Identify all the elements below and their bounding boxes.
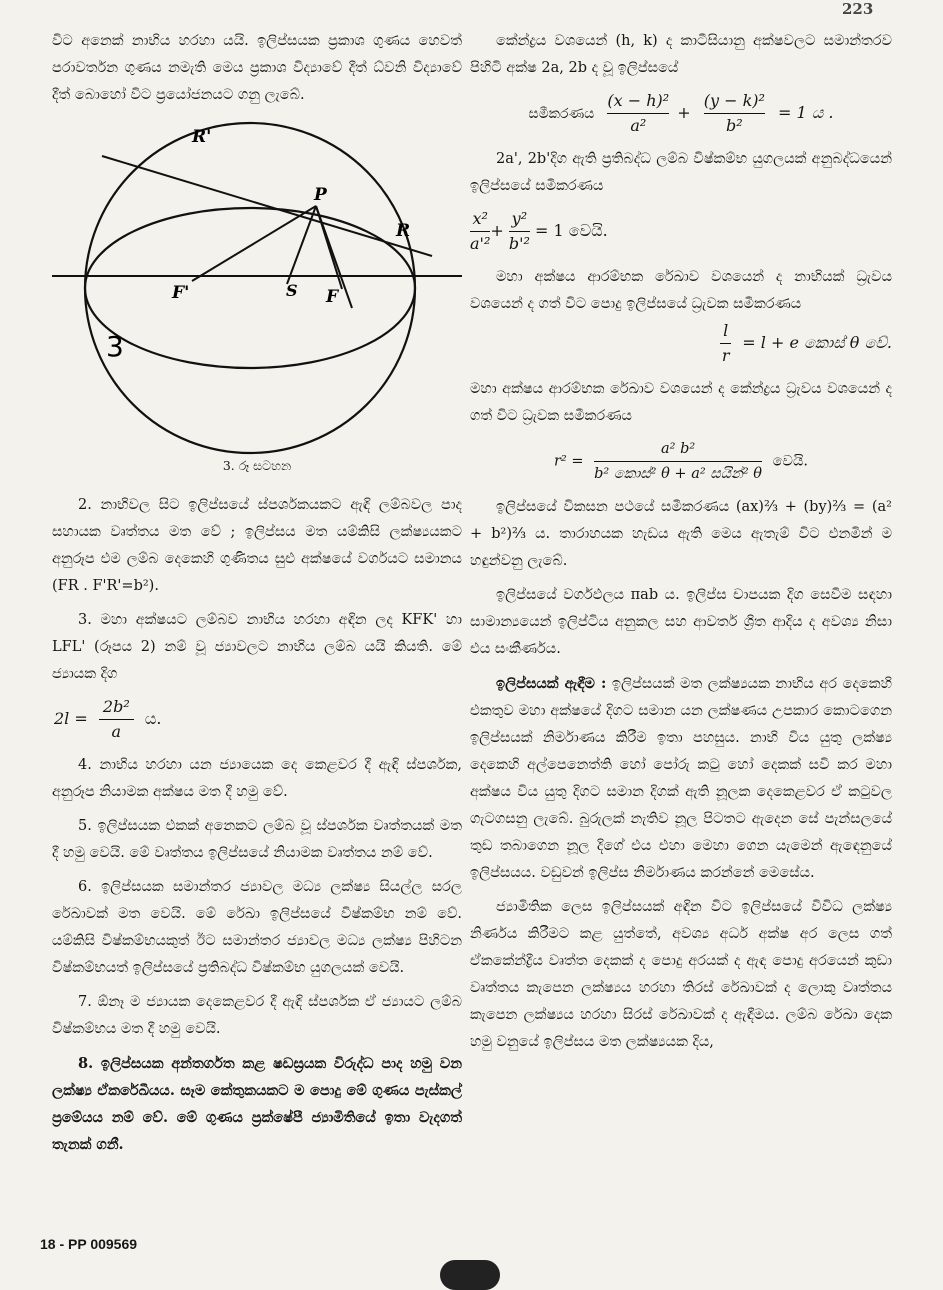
label-r-prime: R' — [192, 127, 212, 147]
equation-ellipse-center: සමීකරණය $\frac{\text{(x − h)²}}{\text{a²}}$ + $\frac{\text{(y − k)²}}{\text{b²}}$ = 1 ය . — [470, 89, 892, 138]
tangent-line — [102, 156, 432, 256]
scan-artifact — [440, 1260, 500, 1290]
paragraph-body: ඉලිප්සයක් මත ලක්ෂ්‍යයක නාභිය අර දෙකෙහි එකතුව මහා අක්ෂයේ දිගට සමාන යන ලක්ෂණය උපකාර කොටගෙන ඉලිප්සයක් නිර්මාණය කිරීම ඉතා පහසුය. නාභි විය යුතු ලක්ෂ්‍ය දෙකෙහි අල්පෙනෙත්ති හෝ පෝරු කටු හෝ දෙකක් සවි කර මහා අක්ෂය විය යුතු දිගට සමාන දිගක් ඇති නූලක දෙකෙළවර ඒ කටුවල ගැටගසනු ලැබේ. බුරුලක් නැතිව නූල පිටතට ඇදෙන සේ පැන්සලයේ තුඩ තබාගෙන නූල දිගේ එය එහා මෙහා ගෙන යැමෙන් ඇඳෙනුයේ ඉලිප්සයය. වඩුවන් ඉලිප්ස නිර්මාණය කරන්නේ මෙසේය. — [470, 676, 892, 881]
eq-denominator: r — [721, 346, 730, 365]
eq-rhs: = 1 වෙයි. — [535, 221, 608, 240]
paragraph: ඉලිප්සයේ විකසන පථයේ සමීකරණය (ax)⅔ + (by)⅔ = (a² + b²)⅔ ය. තාරාහයක හැඩය ඇති මෙය ඇතැම් විට එනමින් ම හඳුන්වනු ලැබේ. — [470, 499, 892, 569]
item-5: 5. ඉලිප්සයක එකක් අනෙකට ලම්බ වූ ස්පර්ශක වෘත්තයක් මත දී හමු වෙයි. මේ වෘත්තය ඉලිප්සයේ නියාමක වෘත්තය නම් වේ. — [52, 818, 462, 861]
label-figure-number: 3 — [106, 330, 124, 363]
ellipse-curve — [85, 208, 415, 368]
label-f-prime: F' — [172, 283, 190, 303]
eq-rhs: = l + e කොස් θ වේ. — [742, 333, 892, 352]
eq-label: සමීකරණය — [528, 106, 595, 122]
equation-polar-focus — [470, 319, 892, 368]
item3-equation — [54, 695, 462, 744]
eq-numerator: l — [720, 319, 731, 344]
eq-denominator: a — [111, 722, 122, 741]
label-r: R — [396, 221, 411, 241]
equation-conjugate: $\frac{\text{x²}}{\text{a'²}}$ + $\frac{\text{y²}}{\text{b'²}}$ = 1 වෙයි. — [470, 207, 892, 256]
eq-lhs: r² = — [554, 453, 584, 470]
right-column — [470, 28, 892, 1063]
eq-numerator: (x − h)² — [607, 89, 669, 114]
eq-denominator: b² කොස්² θ + a² සයින්² θ — [594, 466, 763, 482]
item-3: 3. මහා අක්ෂයට ලම්බව නාභිය හරහා අඳින ලද KFK' හා LFL' (රූපය 2) නම් වූ ජ්‍යාවලට නාභිය ලම්බ යයි කියති. මේ ජ්‍යායක දිග — [52, 612, 462, 682]
eq-denominator: a² — [630, 116, 647, 135]
eq-tail: ය. — [144, 709, 162, 728]
equation-polar-center — [470, 437, 892, 486]
page-footer: 18 - PP 009569 — [40, 1236, 138, 1252]
paragraph: ජ්‍යාමිතික ලෙස ඉලිප්සයක් අඳින විට ඉලිප්සයේ විවිධ ලක්ෂ්‍ය නිර්ණය කිරීමට කළ යුත්තේ, අවශ්‍ය අර්ධ අක්ෂ අර ලෙස ගත් ඒකකේන්ද්‍රීය වෘත්ත දෙකක් ද පොදු අරයක් ද ඇඳ පොදු අරයෙන් කුඩා වෘත්තය කැපෙන ලක්ෂ්‍යය හරහා තිරස් රේඛාවක් ද ලොකු වෘත්තය කැපෙන ලක්ෂ්‍යය හරහා සිරස් රේඛාවක් ද ඇඳීමය. ලම්බ රේඛා දෙක හමු වනුයේ ඉලිප්සය මත ලක්ෂ්‍යයක දිය, — [470, 899, 892, 1050]
ellipse-diagram — [52, 116, 462, 456]
eq-numerator: 2b² — [99, 695, 134, 720]
eq-denominator: b'² — [508, 234, 530, 253]
page-number: 223 — [842, 0, 874, 18]
label-s: S — [286, 281, 298, 300]
normal-line — [287, 206, 316, 284]
item-8: 8. ඉලිප්සයක අන්තර්ගත කළ ෂඩස්‍රයක විරුද්ධ පාද හමු වන ලක්ෂ්‍ය ඒකරේඛීයය. සෑම කේතුකයකට ම පොදු මේ ගුණය පැස්කල් ප්‍රමේයය නම් වේ. මේ ගුණය ප්‍රක්ෂේපී ජ්‍යාමිතියේ ඉතා වැදගත් තැනක් ගනී. — [52, 1055, 462, 1153]
paragraph: විට අනෙක් නාභිය හරහා යයි. ඉලිප්සයක ප්‍රකාශ ගුණය හෙවත් පරාවර්තන ගුණය නමැති මෙය ප්‍රකාශ විද්‍යාවේ දීත් ධ්වනි විද්‍යාවේ දීත් බොහෝ විට ප්‍රයෝජනයට ගනු ලැබේ. — [52, 33, 462, 103]
paragraph: කේන්ද්‍රය වශයෙන් (h, k) ද කාටීසියානු අක්ෂවලට සමාන්තරව පිහිටි අක්ෂ 2a, 2b ද වූ ඉලිප්සයේ — [470, 33, 892, 76]
paragraph: ඉලිප්සයේ වර්ගඵලය πab ය. ඉලිප්ස චාපයක දිග සෙවීම සඳහා සාමාන්‍යයෙන් ඉලිප්ටිය අනුකල සහ ආවර්ත ශ්‍රිත ආදිය ද අවශ්‍ය නිසා එය සංකීර්ණය. — [470, 587, 892, 657]
eq-numerator: x² — [470, 207, 490, 232]
paragraph: මහා අක්ෂය ආරම්භක රේඛාව වශයෙන් ද කේන්ද්‍රය ධ්‍රැවය වශයෙන් ද ගත් විට ධ්‍රැවක සමීකරණය — [470, 381, 892, 424]
item-7: 7. ඕනෑ ම ජ්‍යායක දෙකෙළවර දී ඇඳි ස්පර්ශක ඒ ජ්‍යායට ලම්බ විෂ්කම්භය මත දී හමු වෙයි. — [52, 994, 462, 1037]
figure-caption: 3. රූ සටහන — [222, 458, 292, 473]
section-heading: ඉලිප්සයක් ඇඳීම : — [496, 675, 607, 692]
eq-numerator: (y − k)² — [704, 89, 765, 114]
label-f: F — [326, 287, 339, 307]
eq-denominator: b² — [725, 116, 743, 135]
eq-lhs: 2l = — [54, 709, 88, 728]
item-6: 6. ඉලිප්සයක සමාන්තර ජ්‍යාවල මධ්‍ය ලක්ෂ්‍ය සියල්ල සරල රේඛාවක් මත වෙයි. මේ රේඛා ඉලිප්සයේ විෂ්කම්භ නම් වේ. යම්කිසි විෂ්කම්භයකුත් ඊට සමාන්තර ජ්‍යාවල මධ්‍ය ලක්ෂ්‍ය පිහිටන විෂ්කම්භයත් ඉලිප්සයේ ප්‍රතිබද්ධ විෂ්කම්භ යුගලයක් වෙයි. — [52, 879, 462, 976]
label-p: P — [314, 185, 327, 205]
paragraph: 2a', 2b'දිග ඇති ප්‍රතිබද්ධ ලම්බ විෂ්කම්භ යුගලයක් අනුබද්ධයෙන් ඉලිප්සයේ සමීකරණය — [470, 151, 892, 194]
eq-rhs: වෙයි. — [772, 453, 808, 470]
paragraph: මහා අක්ෂය ආරම්භක රේඛාව වශයෙන් ද නාභියක් ධ්‍රැවය වශයෙන් ද ගත් විට පොදු ඉලිප්සයේ ධ්‍රැවක සමීකරණය — [470, 269, 892, 312]
item-2: 2. නාභිවල සිට ඉලිප්සයේ ස්පර්ශකයකට ඇඳි ලම්බවල පාද සහායක වෘත්තය මත වේ ; ඉලිප්සය මත යම්කිසි ලක්ෂ්‍යයකට අනුරූප එම ලම්බ දෙකෙහි ගුණිතය සුළු අක්ෂයේ වර්ගයට සමානය (FR . F'R'=b²). — [52, 497, 462, 594]
item-4: 4. නාභිය හරහා යන ජ්‍යායෙක දෙ කෙළවර දී ඇඳි ස්පර්ශක, අනුරූප නියාමක අක්ෂය මත දී හමු වේ. — [52, 757, 462, 800]
ellipse-figure — [52, 116, 462, 456]
focal-line-f1 — [192, 206, 316, 281]
eq-rhs: = 1 ය . — [778, 103, 834, 122]
eq-numerator: a² b² — [594, 437, 762, 462]
eq-numerator: y² — [509, 207, 530, 232]
auxiliary-circle — [85, 123, 415, 453]
eq-denominator: a'² — [470, 234, 491, 253]
left-column — [52, 28, 462, 1165]
paragraph — [470, 670, 892, 887]
